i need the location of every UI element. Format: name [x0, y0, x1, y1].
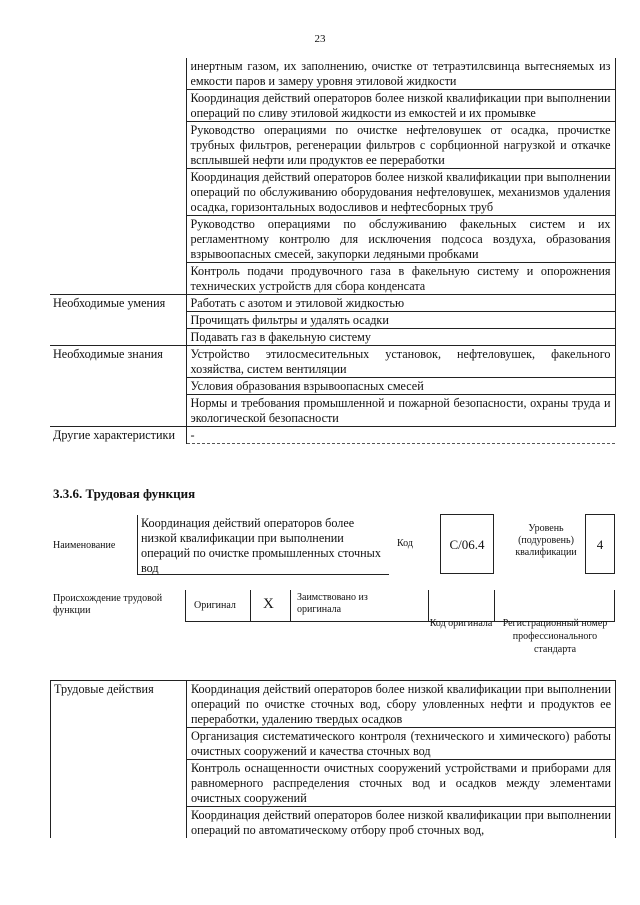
labor-action-cell: Руководство операциями по очистке нефтеловушек от осадка, прочистке трубных фильтров, регенерации фильтров с сорбционной нагрузкой и откачке всплывшей нефти или продуктов ее переработки: [186, 122, 615, 169]
code-label: Код: [397, 538, 413, 549]
knowledge-cell: Условия образования взрывоопасных смесей: [186, 378, 615, 395]
skill-cell: Прочищать фильтры и удалять осадки: [186, 312, 615, 329]
labor-actions-label: Трудовые действия: [51, 681, 187, 839]
labor-action-cell: Контроль оснащенности очистных сооружений устройствами и приборами для равномерного распределения сточных вод и осадков между элементами очистных сооружений: [187, 760, 616, 807]
skill-cell: Подавать газ в факельную систему: [186, 329, 615, 346]
table-row: [50, 58, 615, 90]
labor-actions-table: [50, 680, 616, 838]
labor-function-table-continued: [50, 58, 616, 444]
code-value: С/06.4: [440, 514, 494, 574]
table-row: [51, 681, 616, 728]
labor-action-cell: Координация действий операторов более низкой квалификации при выполнении операций по очистке сточных вод, сбору уловленных нефти и продуктов ее переработки, удалению твердых осадков: [187, 681, 616, 728]
labor-action-cell: Организация систематического контроля (технического и химического) работы очистных сооружений и качества сточных вод: [187, 728, 616, 760]
function-name: Координация действий операторов более низкой квалификации при выполнении операций по очистке промышленных сточных вод: [137, 515, 389, 575]
labor-action-cell: инертным газом, их заполнению, очистке от тетраэтилсвинца вытесняемых из емкости паров и замеру уровня этиловой жидкости: [186, 58, 615, 90]
knowledge-cell: Нормы и требования промышленной и пожарной безопасности, охраны труда и экологической безопасности: [186, 395, 615, 427]
other-value: -: [186, 427, 615, 444]
original-mark: X: [263, 596, 274, 612]
original-label: Оригинал: [194, 600, 236, 611]
knowledge-label: Необходимые знания: [50, 346, 186, 427]
skill-cell: Работать с азотом и этиловой жидкостью: [186, 295, 615, 312]
labor-actions-label-cell: [50, 58, 186, 295]
borrowed-cell: [290, 590, 428, 622]
labor-action-cell: Контроль подачи продувочного газа в факельную систему и опорожнения технических устройств для сбора конденсата: [186, 263, 615, 295]
section-title: 3.3.6. Трудовая функция: [53, 486, 196, 501]
table-row: [50, 346, 615, 378]
level-value: 4: [585, 514, 615, 574]
labor-action-cell: Координация действий операторов более низкой квалификации при выполнении операций по обслуживанию оборудования нефтеловушек, механизмов удаления осадка, горизонтальных водосливов и нефтесборных труб: [186, 169, 615, 216]
original-cell: [185, 590, 250, 622]
origin-label: Происхождение трудовой функции: [53, 593, 163, 616]
reg-number-caption: Регистрационный номер профессионального стандарта: [502, 618, 608, 655]
name-label: Наименование: [53, 540, 116, 551]
code-original-caption: Код оригинала: [429, 618, 493, 629]
labor-action-cell: Координация действий операторов более низкой квалификации при выполнении операций по сливу этиловой жидкости из емкостей и их промывке: [186, 90, 615, 122]
knowledge-cell: Устройство этилосмесительных установок, нефтеловушек, факельного хозяйства, систем вентиляции: [186, 346, 615, 378]
table-row: [50, 427, 615, 444]
other-label: Другие характеристики: [50, 427, 186, 444]
labor-action-cell: Руководство операциями по обслуживанию факельных систем и их регламентному контролю для исключения подсоса воздуха, образования взрывоопасных смесей, закупорки ледяными пробками: [186, 216, 615, 263]
level-label: Уровень (подуровень) квалификации: [515, 523, 577, 558]
labor-action-cell: Координация действий операторов более низкой квалификации при выполнении операций по автоматическому отбору проб сточных вод,: [187, 807, 616, 839]
borrowed-label: Заимствовано из оригинала: [297, 592, 368, 615]
table-row: [50, 295, 615, 312]
skills-label: Необходимые умения: [50, 295, 186, 346]
page-number: 23: [314, 33, 326, 45]
